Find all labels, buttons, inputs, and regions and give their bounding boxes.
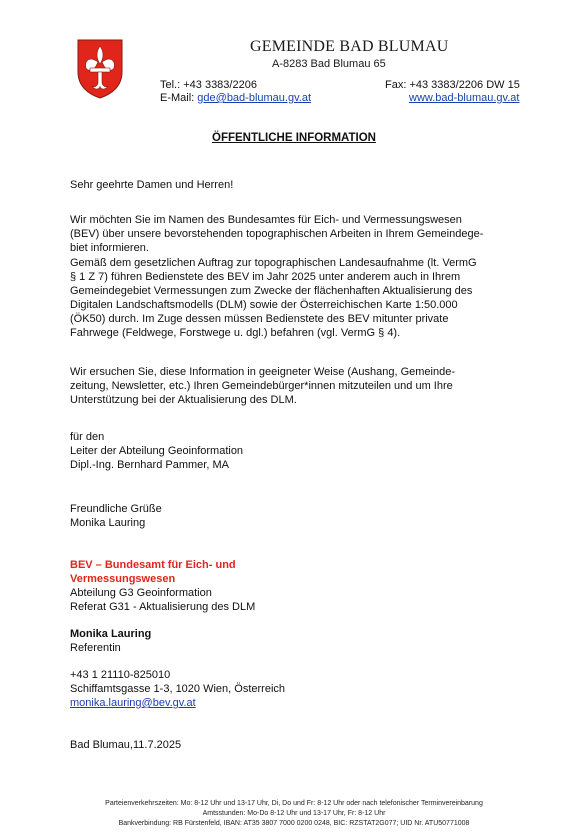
bev-heading-line2: Vermessungswesen	[70, 573, 176, 585]
contact-email-link[interactable]: monika.lauring@bev.gv.at	[70, 697, 196, 709]
contact-role: Referentin	[70, 642, 121, 654]
paragraph-mandate: Gemäß dem gesetzlichen Auftrag zur topographischen Landesaufnahme (lt. VermG § 1 Z 7) führen Bedienstete des BEV im Jahr 2025 unter anderem auch in Ihrem Gemeindegebiet Vermessungen zum Zwecke der flächenhaften Aktualisierung des Digitalen Landschaftsmodells (DLM) sowie der Österreichischen Karte 1:50.000 (ÖK50) durch. Im Zuge dessen müssen Bedienstete des BEV mitunter private Fahrwege (Feldwege, Forstwege u. dgl.) befahren (vgl. VermG § 4).	[70, 257, 477, 339]
closing: Freundliche Grüße Monika Lauring	[70, 503, 162, 529]
bev-unit: Referat G31 - Aktualisierung des DLM	[70, 601, 256, 613]
municipality-address: A-8283 Bad Blumau 65	[272, 58, 386, 70]
footer-bank: Bankverbindung: RB Fürstenfeld, IBAN: AT35 3807 7000 0200 0248, BIC: RZSTAT2G077; UID Nr. ATU50771008	[118, 820, 470, 827]
contact-block	[70, 627, 530, 655]
salutation: Sehr geehrte Damen und Herren!	[70, 179, 234, 191]
contact-details	[70, 668, 530, 710]
contact-address: Schiffamtsgasse 1-3, 1020 Wien, Österreich	[70, 683, 286, 695]
website-link[interactable]: www.bad-blumau.gv.at	[409, 92, 520, 104]
signature-block: für den Leiter der Abteilung Geoinformation Dipl.-Ing. Bernhard Pammer, MA	[70, 431, 244, 471]
bev-block	[70, 558, 530, 614]
email-line	[160, 92, 311, 104]
contact-name: Monika Lauring	[70, 628, 152, 640]
contact-phone: +43 1 21110-825010	[70, 669, 171, 681]
footer-office-hours: Amtsstunden: Mo-Do 8-12 Uhr und 13-17 Uhr, Fr: 8-12 Uhr	[202, 810, 386, 817]
municipality-name: GEMEINDE BAD BLUMAU	[250, 38, 449, 55]
municipality-email-link[interactable]: gde@bad-blumau.gv.at	[197, 92, 311, 104]
footer-hours: Parteienverkehrszeiten: Mo: 8-12 Uhr und 13-17 Uhr, Di, Do und Fr: 8-12 Uhr oder nach telefonischer Terminvereinbarung	[105, 800, 483, 807]
municipal-crest-icon	[76, 38, 124, 100]
bev-heading-line1: BEV – Bundesamt für Eich- und	[70, 559, 236, 571]
document-title: ÖFFENTLICHE INFORMATION	[212, 132, 376, 144]
paragraph-request: Wir ersuchen Sie, diese Information in geeigneter Weise (Aushang, Gemeinde- zeitung, Newsletter, etc.) Ihren Gemeindebürger*innen mitzuteilen und um Ihre Unterstützung bei der Aktualisierung des DLM.	[70, 366, 455, 406]
place-date: Bad Blumau,11.7.2025	[70, 739, 182, 751]
email-label: E-Mail:	[160, 92, 195, 104]
fax: Fax: +43 3383/2206 DW 15	[385, 79, 520, 91]
paragraph-intro: Wir möchten Sie im Namen des Bundesamtes für Eich- und Vermessungswesen (BEV) über unsere bevorstehenden topographischen Arbeiten in Ihrem Gemeindege- biet informieren.	[70, 214, 484, 254]
bev-department: Abteilung G3 Geoinformation	[70, 587, 212, 599]
telephone: Tel.: +43 3383/2206	[160, 79, 257, 91]
